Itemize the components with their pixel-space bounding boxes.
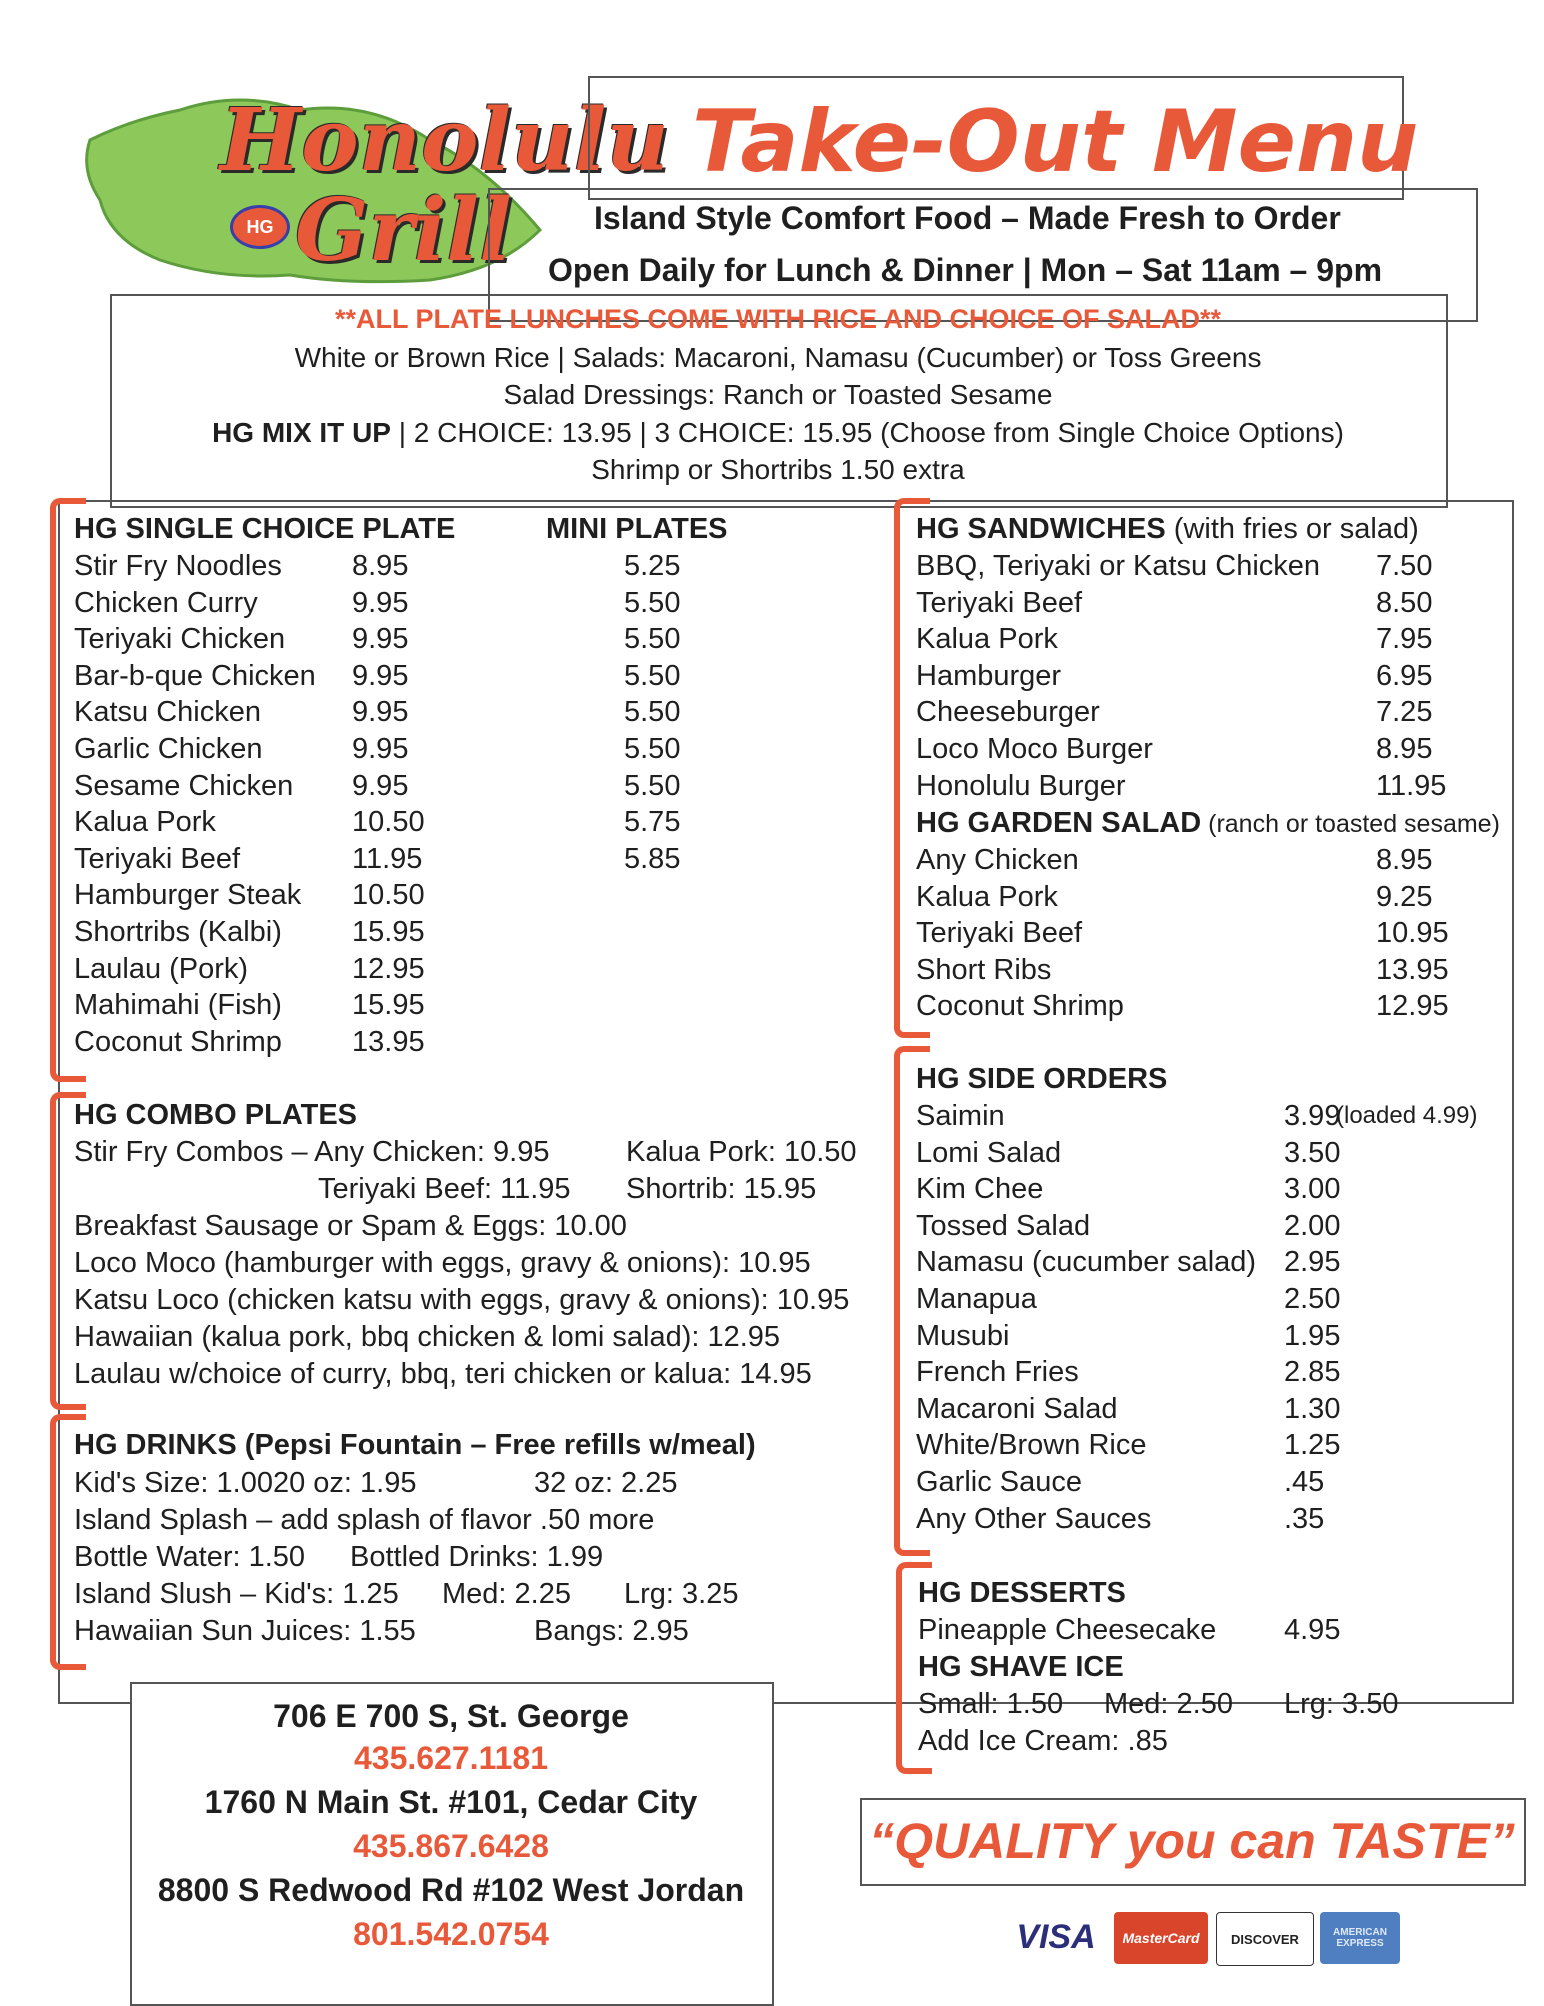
notice-dressings: Salad Dressings: Ranch or Toasted Sesame: [503, 379, 1053, 410]
sandwiches-title-text: HG SANDWICHES: [916, 513, 1166, 545]
side-order-price: 2.85: [1284, 1356, 1341, 1389]
single-plate-mini-price: 5.75: [624, 806, 681, 839]
drink-slush-med: Med: 2.25: [442, 1578, 571, 1610]
single-plate-mini-price: 5.25: [624, 550, 681, 582]
garden-salad-name: Short Ribs: [916, 953, 1052, 986]
tagline: Island Style Comfort Food – Made Fresh to Order: [594, 200, 1341, 236]
slogan: “QUALITY you can TASTE”: [869, 1813, 1515, 1869]
side-order-name: Namasu (cucumber salad): [916, 1246, 1257, 1279]
single-plate-name: Teriyaki Chicken: [74, 623, 286, 656]
location-address-2: 1760 N Main St. #101, Cedar City: [204, 1784, 698, 1820]
shave-ice-addon: Add Ice Cream: .85: [918, 1725, 1168, 1757]
sandwich-price: 7.50: [1376, 550, 1433, 582]
garden-salad-name: Kalua Pork: [916, 880, 1058, 913]
single-plate-mini-price: 5.50: [624, 733, 681, 765]
combo-stirfry-kalua: Kalua Pork: 10.50: [626, 1136, 857, 1168]
combo-line: Hawaiian (kalua pork, bbq chicken & lomi salad): 12.95: [74, 1321, 781, 1353]
side-order-name: White/Brown Rice: [916, 1429, 1147, 1462]
side-order-price: 1.25: [1284, 1429, 1341, 1462]
single-plate-price: 10.50: [352, 806, 425, 839]
side-order-price: 2.50: [1284, 1283, 1341, 1315]
notice-extra: Shrimp or Shortribs 1.50 extra: [591, 454, 965, 485]
single-plate-mini-price: 5.50: [624, 659, 681, 692]
garden-salad-name: Coconut Shrimp: [916, 990, 1124, 1023]
single-plate-price: 9.95: [352, 586, 409, 619]
single-plate-mini-price: 5.50: [624, 769, 681, 802]
single-plate-name: Bar-b-que Chicken: [74, 659, 316, 692]
side-order-price: 3.99: [1284, 1100, 1341, 1132]
single-plate-price: 9.95: [352, 696, 409, 729]
single-plate-mini-price: 5.50: [624, 623, 681, 656]
side-order-price: 2.95: [1284, 1246, 1341, 1279]
hg-badge: HG: [230, 205, 290, 249]
combo-stirfry-chicken: Stir Fry Combos – Any Chicken: 9.95: [74, 1136, 550, 1168]
shave-ice-med: Med: 2.50: [1104, 1688, 1233, 1720]
garden-salad-price: 9.25: [1376, 880, 1433, 913]
drink-sun: Hawaiian Sun Juices: 1.55: [74, 1615, 416, 1647]
sandwich-name: Kalua Pork: [916, 623, 1058, 656]
side-order-name: Musubi: [916, 1319, 1010, 1352]
single-plate-name: Sesame Chicken: [74, 769, 294, 802]
sandwich-price: 11.95: [1376, 769, 1447, 802]
single-plate-price: 11.95: [352, 842, 423, 875]
sandwich-price: 8.50: [1376, 586, 1433, 619]
saimin-loaded-note: (loaded 4.99): [1336, 1102, 1478, 1129]
single-plate-price: 9.95: [352, 623, 409, 656]
garden-salad-price: 12.95: [1376, 990, 1449, 1023]
single-plate-name: Teriyaki Beef: [74, 842, 241, 875]
garden-salad-price: 10.95: [1376, 917, 1449, 950]
single-plate-name: Kalua Pork: [74, 806, 216, 839]
discover-card-icon: DISCOVER: [1216, 1912, 1314, 1966]
side-order-price: 2.00: [1284, 1209, 1341, 1242]
single-plate-name: Shortribs (Kalbi): [74, 916, 282, 948]
page-title: Take-Out Menu: [692, 92, 1419, 192]
logo-wordmark-line2: Grill: [295, 180, 512, 281]
sandwich-price: 7.25: [1376, 696, 1433, 729]
single-plate-price: 15.95: [352, 989, 425, 1022]
drink-splash: Island Splash – add splash of flavor .50 more: [74, 1504, 655, 1536]
single-plate-name: Coconut Shrimp: [74, 1025, 282, 1058]
shave-ice-small: Small: 1.50: [918, 1688, 1064, 1720]
drinks-title: HG DRINKS (Pepsi Fountain – Free refills w/meal): [74, 1429, 756, 1461]
combo-line: Loco Moco (hamburger with eggs, gravy & onions): 10.95: [74, 1247, 811, 1279]
drink-water: Bottle Water: 1.50: [74, 1541, 306, 1573]
single-plate-name: Mahimahi (Fish): [74, 989, 282, 1022]
single-plate-mini-price: 5.50: [624, 696, 681, 729]
side-order-name: Manapua: [916, 1283, 1037, 1315]
garden-salad-price: 8.95: [1376, 844, 1433, 876]
logo-wordmark-line1: Honolulu: [220, 90, 669, 191]
single-plate-price: 10.50: [352, 879, 425, 912]
side-order-name: Tossed Salad: [916, 1209, 1091, 1242]
single-plate-mini-price: 5.85: [624, 842, 681, 875]
desserts-title: HG DESSERTS: [918, 1577, 1126, 1609]
side-order-name: Garlic Sauce: [916, 1466, 1083, 1498]
garden-salad-price: 13.95: [1376, 953, 1449, 986]
sandwich-name: BBQ, Teriyaki or Katsu Chicken: [916, 550, 1321, 582]
single-choice-title: HG SINGLE CHOICE PLATE: [74, 513, 456, 545]
drink-slush: Island Slush – Kid's: 1.25: [74, 1578, 399, 1610]
shave-ice-title: HG SHAVE ICE: [918, 1651, 1124, 1683]
drink-slush-lrg: Lrg: 3.25: [624, 1578, 739, 1610]
single-plate-price: 9.95: [352, 769, 409, 802]
drink-bangs: Bangs: 2.95: [534, 1615, 689, 1647]
single-plate-mini-price: 5.50: [624, 586, 681, 619]
side-order-price: 1.30: [1284, 1392, 1341, 1425]
drink-32oz: 32 oz: 2.25: [534, 1467, 678, 1499]
drink-kids: Kid's Size: 1.0020 oz: 1.95: [74, 1467, 417, 1499]
side-orders-title: HG SIDE ORDERS: [916, 1063, 1168, 1095]
notice-mix-it-up: [110, 417, 1446, 449]
mix-it-up-label: HG MIX IT UP: [212, 417, 391, 448]
notice-rice-salads: White or Brown Rice | Salads: Macaroni, Namasu (Cucumber) or Toss Greens: [294, 342, 1262, 373]
side-order-name: French Fries: [916, 1356, 1079, 1389]
combo-line: Breakfast Sausage or Spam & Eggs: 10.00: [74, 1210, 627, 1242]
garden-salad-note: (ranch or toasted sesame): [1201, 810, 1500, 838]
sandwich-name: Cheeseburger: [916, 696, 1100, 729]
location-phone-2: 435.867.6428: [353, 1828, 549, 1864]
hours: Open Daily for Lunch & Dinner | Mon – Sat 11am – 9pm: [548, 252, 1383, 288]
visa-card-icon: VISA: [1016, 1917, 1096, 1956]
mastercard-icon: MasterCard: [1114, 1912, 1208, 1964]
side-order-price: .45: [1284, 1466, 1325, 1498]
combo-line: Katsu Loco (chicken katsu with eggs, gravy & onions): 10.95: [74, 1284, 850, 1316]
side-order-name: Lomi Salad: [916, 1136, 1062, 1169]
single-plate-price: 12.95: [352, 952, 425, 985]
side-order-price: 3.00: [1284, 1173, 1341, 1206]
single-plate-name: Hamburger Steak: [74, 879, 302, 912]
side-order-price: .35: [1284, 1502, 1325, 1535]
location-address-3: 8800 S Redwood Rd #102 West Jordan: [157, 1872, 745, 1908]
side-order-name: Any Other Sauces: [916, 1502, 1152, 1535]
sandwich-name: Teriyaki Beef: [916, 586, 1083, 619]
combo-title: HG COMBO PLATES: [74, 1099, 358, 1131]
location-phone-3: 801.542.0754: [353, 1916, 549, 1952]
side-order-price: 3.50: [1284, 1136, 1341, 1169]
sandwich-price: 6.95: [1376, 659, 1433, 692]
single-plate-price: 9.95: [352, 659, 409, 692]
drink-bottled: Bottled Drinks: 1.99: [350, 1541, 604, 1573]
single-plate-price: 15.95: [352, 916, 425, 948]
single-plate-price: 13.95: [352, 1025, 425, 1058]
side-order-name: Saimin: [916, 1100, 1005, 1132]
location-phone-1: 435.627.1181: [354, 1740, 548, 1776]
combo-line: Laulau w/choice of curry, bbq, teri chicken or kalua: 14.95: [74, 1358, 812, 1390]
mini-plates-title: MINI PLATES: [546, 513, 728, 545]
sandwich-name: Honolulu Burger: [916, 769, 1126, 802]
notice-headline: **ALL PLATE LUNCHES COME WITH RICE AND CHOICE OF SALAD**: [334, 304, 1222, 334]
single-plate-name: Laulau (Pork): [74, 952, 249, 985]
sandwich-price: 8.95: [1376, 733, 1433, 765]
dessert-item: Pineapple Cheesecake: [918, 1614, 1217, 1646]
side-order-price: 1.95: [1284, 1319, 1341, 1352]
sandwiches-note: (with fries or salad): [1165, 513, 1419, 545]
single-plate-name: Stir Fry Noodles: [74, 550, 282, 582]
single-plate-name: Chicken Curry: [74, 586, 258, 619]
location-address-1: 706 E 700 S, St. George: [273, 1698, 629, 1734]
mix-it-up-prices: | 2 CHOICE: 13.95 | 3 CHOICE: 15.95 (Choose from Single Choice Options): [390, 417, 1344, 448]
dessert-price: 4.95: [1284, 1614, 1341, 1646]
sandwich-name: Hamburger: [916, 659, 1062, 692]
garden-salad-title-text: HG GARDEN SALAD: [916, 807, 1202, 839]
single-plate-name: Katsu Chicken: [74, 696, 261, 729]
garden-salad-name: Any Chicken: [916, 844, 1079, 876]
garden-salad-title: [916, 806, 1500, 841]
side-order-name: Macaroni Salad: [916, 1392, 1118, 1425]
combo-stirfry-shortrib: Shortrib: 15.95: [626, 1173, 817, 1205]
side-order-name: Kim Chee: [916, 1173, 1044, 1206]
single-plate-price: 9.95: [352, 733, 409, 765]
shave-ice-lrg: Lrg: 3.50: [1284, 1688, 1399, 1720]
single-plate-name: Garlic Chicken: [74, 733, 263, 765]
sandwich-price: 7.95: [1376, 623, 1433, 656]
combo-stirfry-teriyaki: Teriyaki Beef: 11.95: [318, 1173, 571, 1205]
garden-salad-name: Teriyaki Beef: [916, 917, 1083, 950]
single-plate-price: 8.95: [352, 550, 409, 582]
sandwich-name: Loco Moco Burger: [916, 733, 1153, 765]
amex-card-icon: AMERICAN EXPRESS: [1320, 1912, 1400, 1964]
sandwiches-title: [916, 512, 1419, 546]
